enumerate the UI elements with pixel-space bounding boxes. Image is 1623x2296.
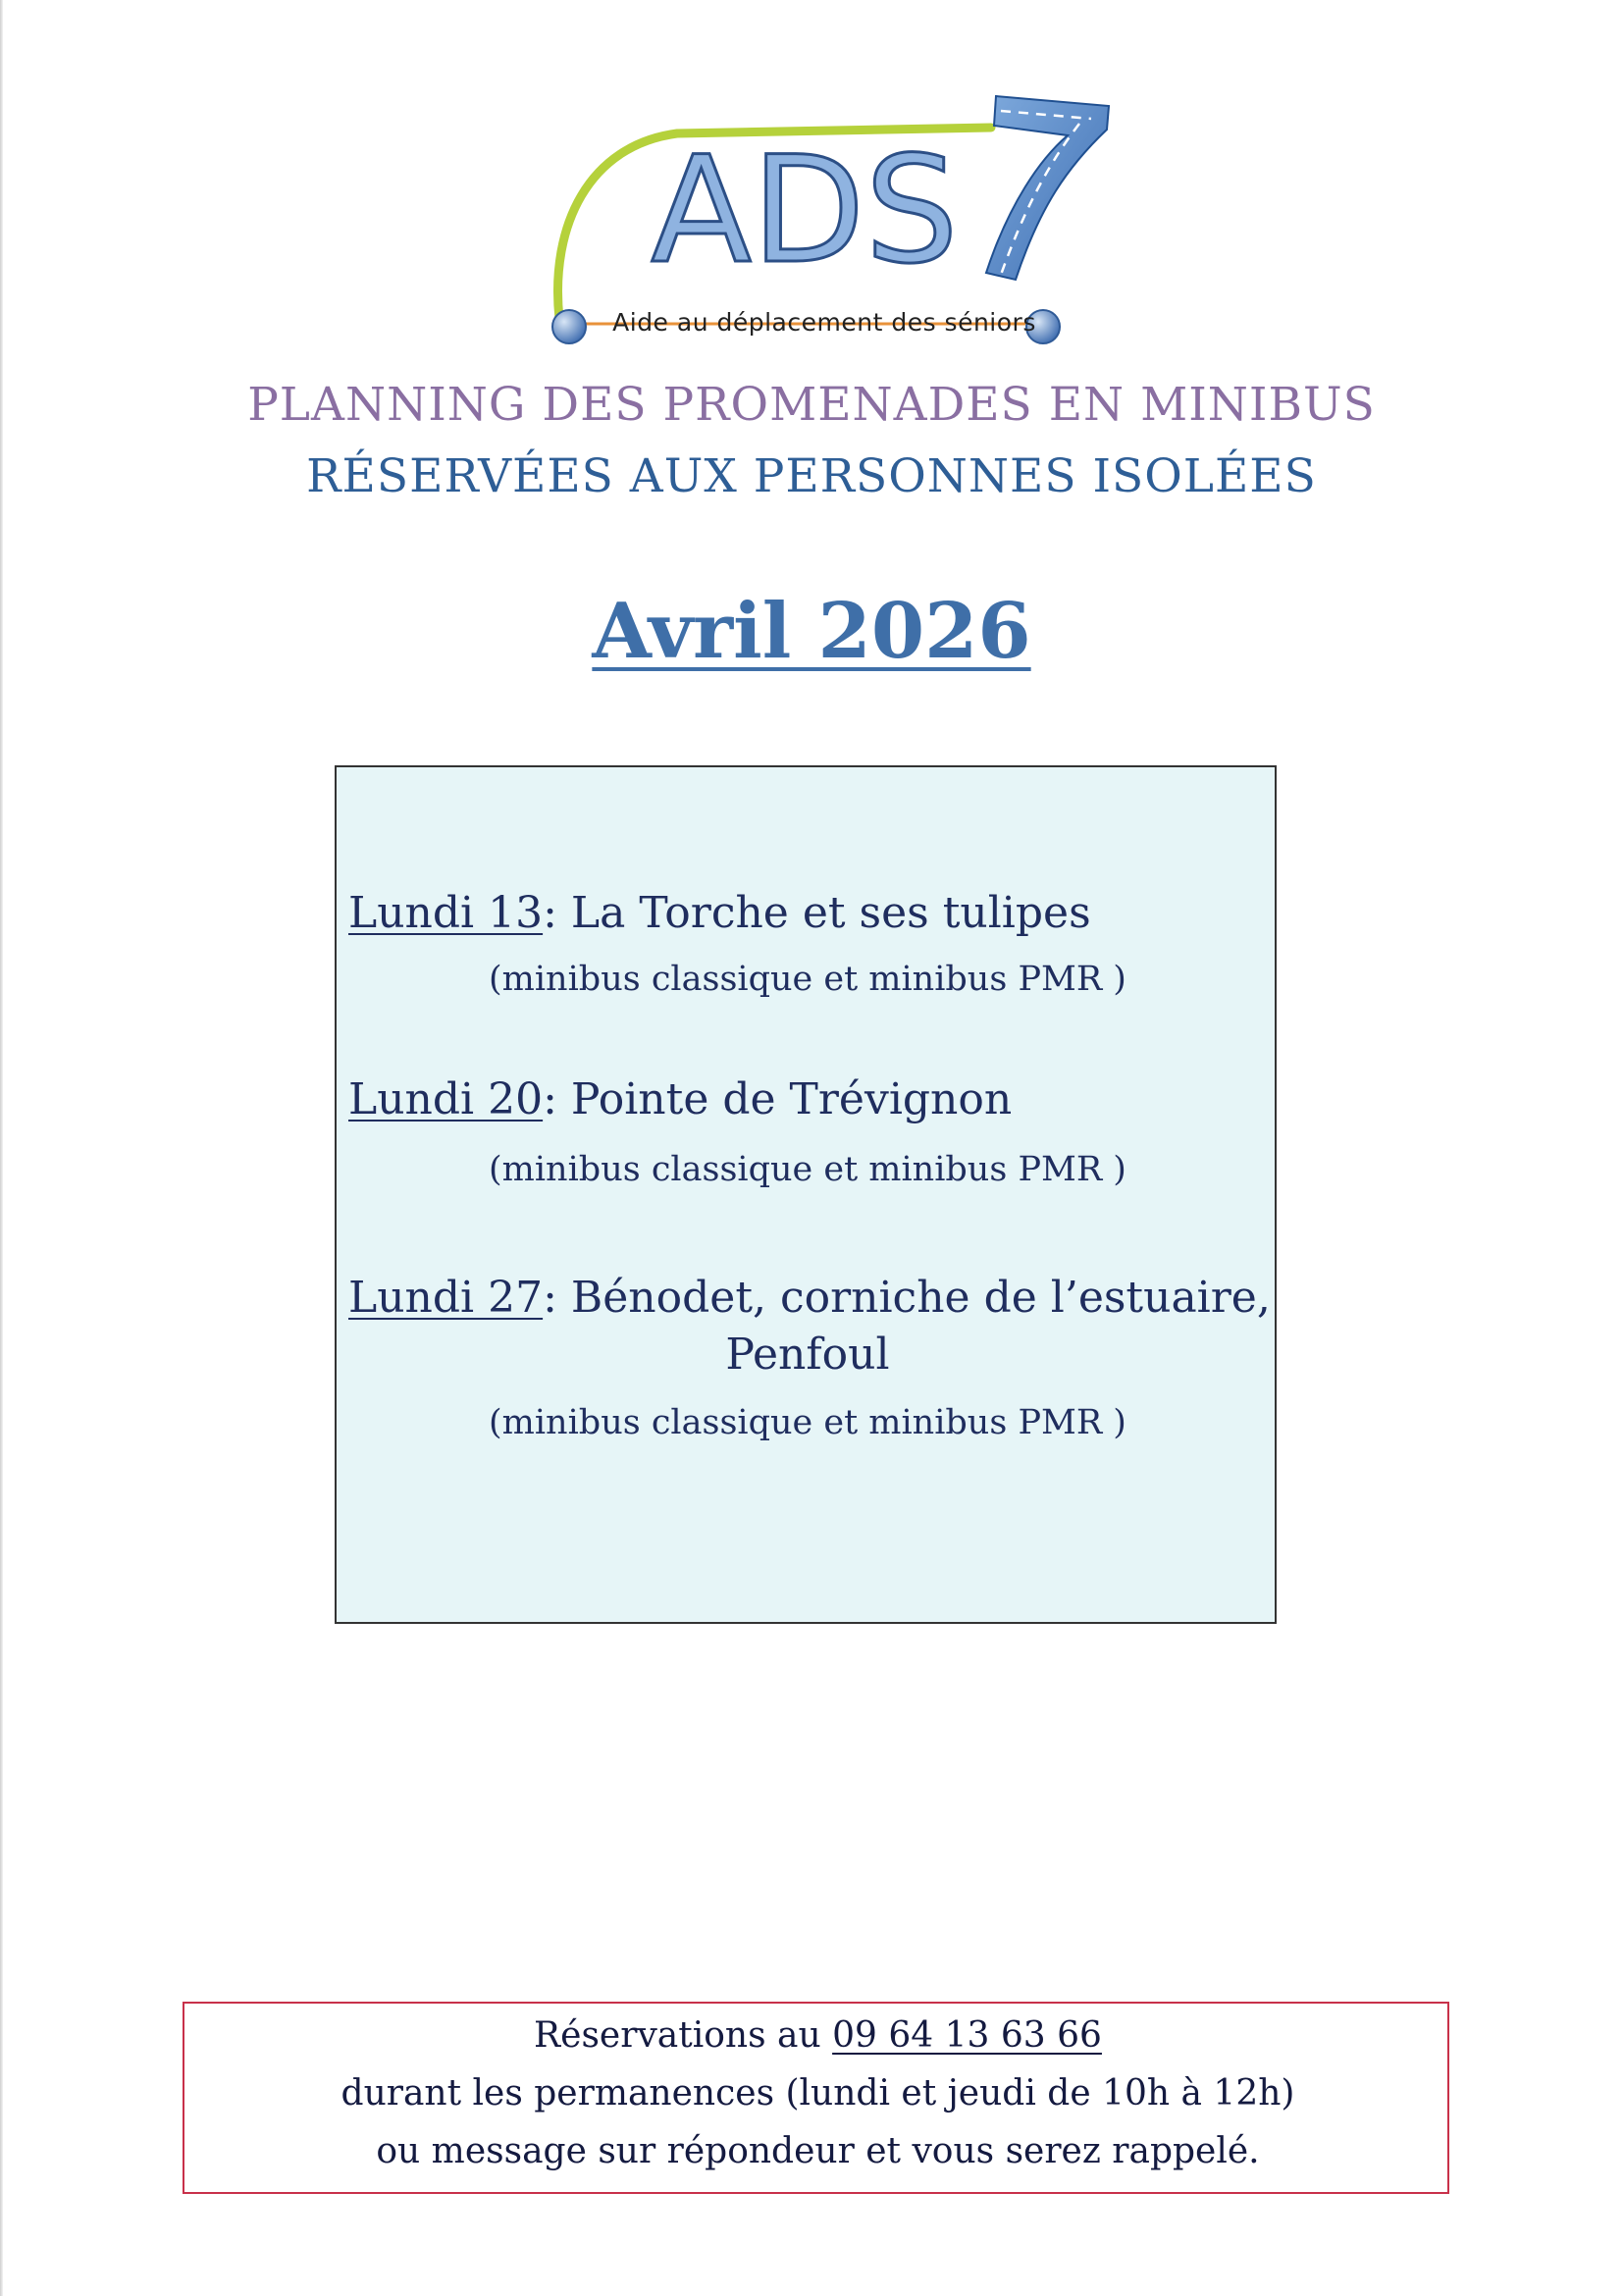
schedule-entry-3: Lundi 27: Bénodet, corniche de l’estuaire, — [348, 1273, 1271, 1323]
entry-day: Lundi 13 — [348, 888, 544, 938]
logo-wordmark: ADS — [651, 126, 959, 296]
entry-note: (minibus classique et minibus PMR ) — [489, 1403, 1126, 1442]
entry-destination: La Torche et ses tulipes — [570, 888, 1091, 938]
reservation-hours: durant les permanences (lundi et jeudi de 10h à 12h) — [340, 2073, 1295, 2113]
month-heading — [0, 587, 1623, 676]
page-title-line-1: PLANNING DES PROMENADES EN MINIBUS — [247, 378, 1376, 432]
reservation-prefix: Réservations au — [534, 2015, 833, 2056]
entry-destination: Pointe de Trévignon — [570, 1074, 1013, 1124]
schedule-box — [335, 765, 1277, 1624]
schedule-entry-1: Lundi 13: La Torche et ses tulipes — [348, 888, 1091, 938]
reservation-phone-line — [184, 2015, 1451, 2056]
logo-tagline: Aide au déplacement des séniors — [612, 308, 1036, 337]
page-title-line-2: RÉSERVÉES AUX PERSONNES ISOLÉES — [306, 449, 1317, 503]
ads7-logo — [530, 78, 1119, 383]
entry-day: Lundi 20 — [348, 1074, 544, 1124]
reservation-phone[interactable]: 09 64 13 63 66 — [832, 2015, 1102, 2056]
entry-day: Lundi 27 — [348, 1273, 544, 1323]
entry-destination-continued: Penfoul — [725, 1330, 890, 1380]
schedule-entry-2: Lundi 20: Pointe de Trévignon — [348, 1074, 1013, 1124]
reservation-callback: ou message sur répondeur et vous serez rappelé. — [376, 2131, 1260, 2171]
entry-destination: Bénodet, corniche de l’estuaire, — [570, 1273, 1271, 1323]
entry-note: (minibus classique et minibus PMR ) — [489, 1150, 1126, 1189]
reservation-box — [183, 2002, 1449, 2194]
scan-edge — [0, 0, 3, 2296]
entry-note: (minibus classique et minibus PMR ) — [489, 960, 1126, 999]
month-heading-text: Avril 2026 — [592, 587, 1031, 676]
